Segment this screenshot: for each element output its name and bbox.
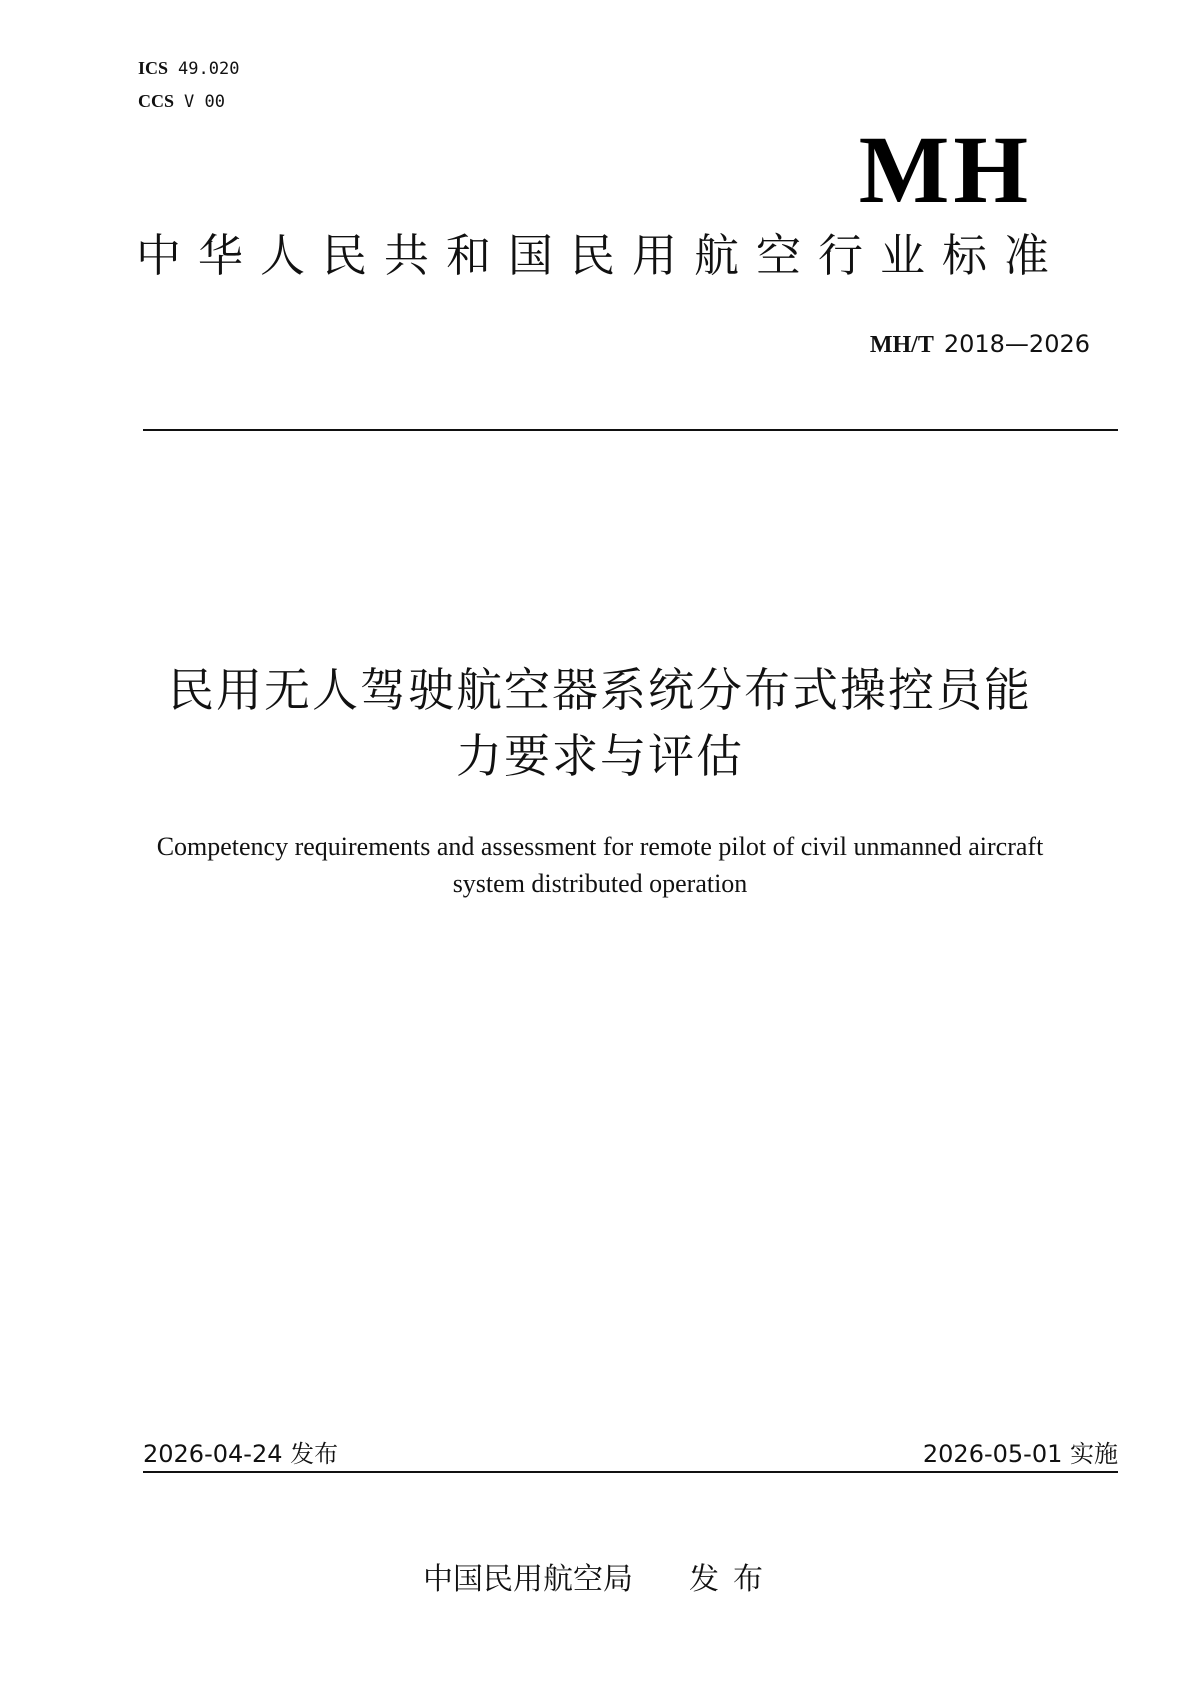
document-title-en: [100, 828, 1100, 902]
standard-number-prefix: MH/T: [869, 332, 934, 358]
standard-number: [870, 330, 1090, 359]
publish-date: 2026-04-24 发布: [143, 1440, 339, 1468]
document-title-zh: [100, 657, 1100, 789]
title-en-line2: system distributed operation: [452, 869, 748, 898]
ccs-label: CCS: [138, 91, 175, 111]
mh-logo: MH: [858, 116, 1032, 223]
ccs-code: [138, 91, 225, 112]
issuer-action: 发布: [689, 1562, 777, 1597]
bottom-divider: [143, 1471, 1118, 1473]
title-zh-line2: 力要求与评估: [456, 729, 744, 783]
ics-value: 49.020: [178, 59, 240, 79]
ics-label: ICS: [138, 58, 169, 78]
standard-category-title: 中华人民共和国民用航空行业标准: [136, 229, 1067, 282]
effective-date: 2026-05-01 实施: [922, 1440, 1118, 1468]
top-divider: [143, 429, 1118, 431]
standard-number-value: 2018—2026: [943, 330, 1090, 358]
title-zh-line1: 民用无人驾驶航空器系统分布式操控员能: [168, 663, 1032, 717]
title-en-line1: Competency requirements and assessment for remote pilot of civil unmanned aircraft: [156, 832, 1044, 861]
issuer-org: 中国民用航空局: [423, 1562, 633, 1597]
issuer: [0, 1554, 1200, 1598]
ccs-value: V 00: [184, 92, 225, 112]
ics-code: [138, 58, 239, 79]
